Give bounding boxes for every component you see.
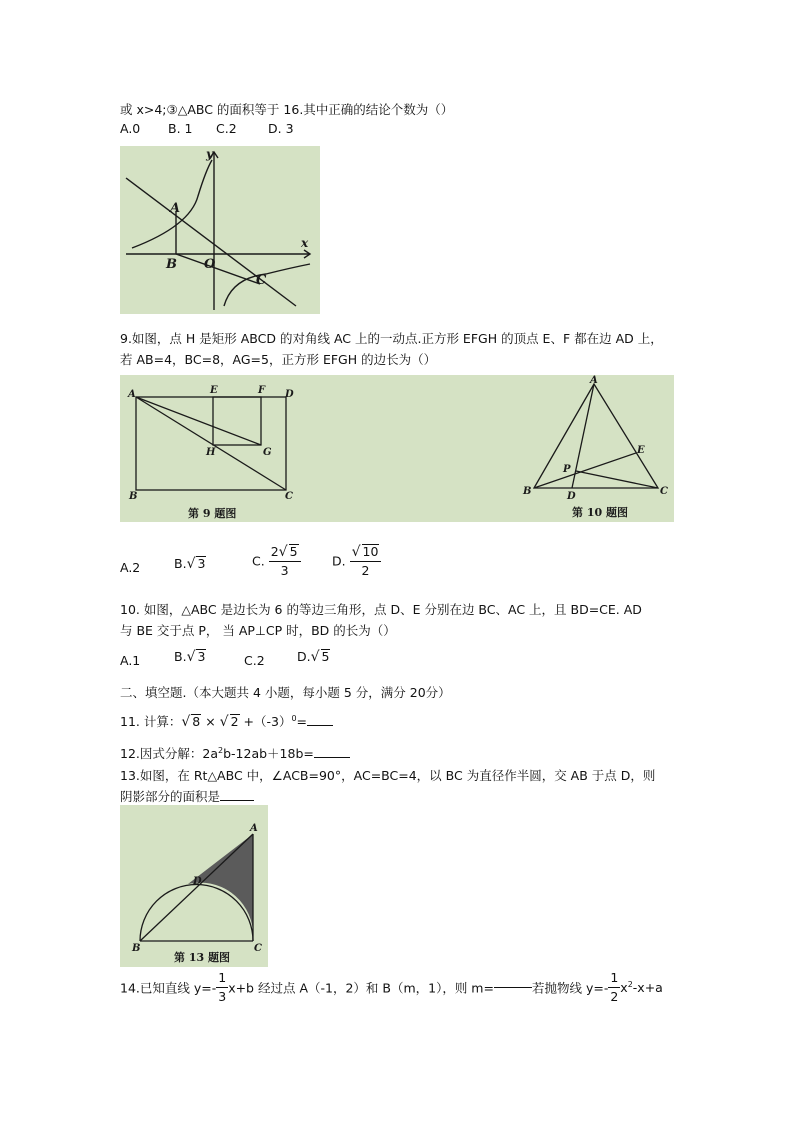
label-b: B bbox=[132, 943, 141, 954]
label-c: C bbox=[256, 273, 267, 288]
q10-figure bbox=[534, 384, 658, 488]
segment-ag bbox=[136, 397, 261, 445]
label-x: x bbox=[301, 236, 309, 250]
label-c: C bbox=[285, 491, 293, 502]
label-y: y bbox=[206, 147, 213, 161]
q9-option-c: C. $\frac{2√ 5}{3}$ bbox=[252, 544, 301, 578]
q12-text: 12.因式分解：$2a^2b-12ab+18b=$ bbox=[120, 744, 350, 762]
label-a: A bbox=[128, 389, 136, 400]
section-2-heading: 二、填空题.（本大题共 4 小题，每小题 5 分，满分 20分） bbox=[120, 685, 451, 700]
q10-option-d: D.√ 5 bbox=[297, 649, 330, 665]
q9-figure bbox=[136, 397, 286, 490]
q9-figure-caption: 第 9 题图 bbox=[188, 507, 237, 520]
label-a: A bbox=[590, 375, 598, 386]
q8-text: 或 x>4;③△ABC 的面积等于 16.其中正确的结论个数为（） bbox=[120, 102, 454, 117]
q10-figure-caption: 第 10 题图 bbox=[572, 506, 628, 519]
q8-option-a: A.0 bbox=[120, 121, 141, 136]
label-b: B bbox=[166, 257, 177, 272]
q11-answer-blank bbox=[307, 725, 333, 726]
q10-option-a: A.1 bbox=[120, 653, 141, 668]
q13-figure-caption: 第 13 题图 bbox=[174, 951, 230, 964]
q11-text: 11. 计算：√ 8 × √ $2 +(-3)^0=$ bbox=[120, 712, 333, 730]
label-a: A bbox=[170, 201, 181, 216]
square-efgh bbox=[213, 397, 261, 445]
q9-option-d: D. $\frac{√ 10}{2}$ bbox=[332, 544, 381, 578]
q8-option-d: D. 3 bbox=[268, 121, 294, 136]
q10-line-1: 10. 如图，△ABC 是边长为 6 的等边三角形，点 D、E 分别在边 BC、AC 上，且 BD=CE. AD bbox=[120, 602, 642, 617]
label-c: C bbox=[254, 943, 262, 954]
q10-line-2: 与 BE 交于点 P， 当 AP⊥CP 时，BD 的长为（） bbox=[120, 623, 396, 638]
q8-option-b: B. 1 bbox=[168, 121, 193, 136]
q13-line-2: 阴影部分的面积是 bbox=[120, 787, 254, 805]
q8-figure-graph bbox=[120, 146, 320, 314]
label-c: C bbox=[660, 486, 668, 497]
triangle-abc bbox=[534, 384, 658, 488]
q12-answer-blank bbox=[314, 757, 350, 758]
segment-pc bbox=[576, 471, 658, 488]
q14-answer-blank bbox=[494, 987, 532, 988]
label-e: E bbox=[210, 385, 218, 396]
label-g: G bbox=[263, 447, 272, 458]
label-d: D bbox=[285, 389, 294, 400]
q10-option-b: B.√ 3 bbox=[174, 649, 206, 665]
q13-line-1: 13.如图，在 Rt△ABC 中，∠ACB=90°，AC=BC=4，以 BC 为直径作半圆，交 AB 于点 D，则 bbox=[120, 768, 656, 783]
label-e: E bbox=[637, 445, 645, 456]
q13-figure bbox=[120, 805, 268, 967]
q9-option-a: A.2 bbox=[120, 560, 141, 575]
label-b: B bbox=[129, 491, 138, 502]
label-d: D bbox=[567, 491, 576, 502]
label-d: D bbox=[193, 876, 202, 887]
label-a: A bbox=[250, 823, 258, 834]
segment-be bbox=[534, 453, 636, 488]
label-o: O bbox=[204, 257, 216, 272]
label-b: B bbox=[523, 486, 532, 497]
q8-option-c: C.2 bbox=[216, 121, 237, 136]
q9-option-b: B.√ 3 bbox=[174, 556, 206, 572]
q9-line-2: 若 AB=4，BC=8，AG=5，正方形 EFGH 的边长为（） bbox=[120, 352, 437, 367]
label-f: F bbox=[258, 385, 266, 396]
q10-option-c: C.2 bbox=[244, 653, 265, 668]
label-p: P bbox=[563, 464, 571, 475]
label-h: H bbox=[206, 447, 216, 458]
q9-line-1: 9.如图，点 H 是矩形 ABCD 的对角线 AC 上的一动点.正方形 EFGH 的顶点 E、F 都在边 AD 上， bbox=[120, 331, 663, 346]
diagonal-ac bbox=[136, 397, 286, 490]
q13-answer-blank bbox=[220, 800, 254, 801]
q14-text: 14.已知直线 y=- $\frac{1}{3}$ x+b 经过点 A（-1，2）和 B（m，1），则 m= 若抛物线 y=- $\frac{1}{2}$ $x^2-x+a$ bbox=[120, 970, 663, 1004]
line-ac bbox=[126, 178, 296, 306]
q9-q10-figure-strip bbox=[120, 375, 674, 522]
